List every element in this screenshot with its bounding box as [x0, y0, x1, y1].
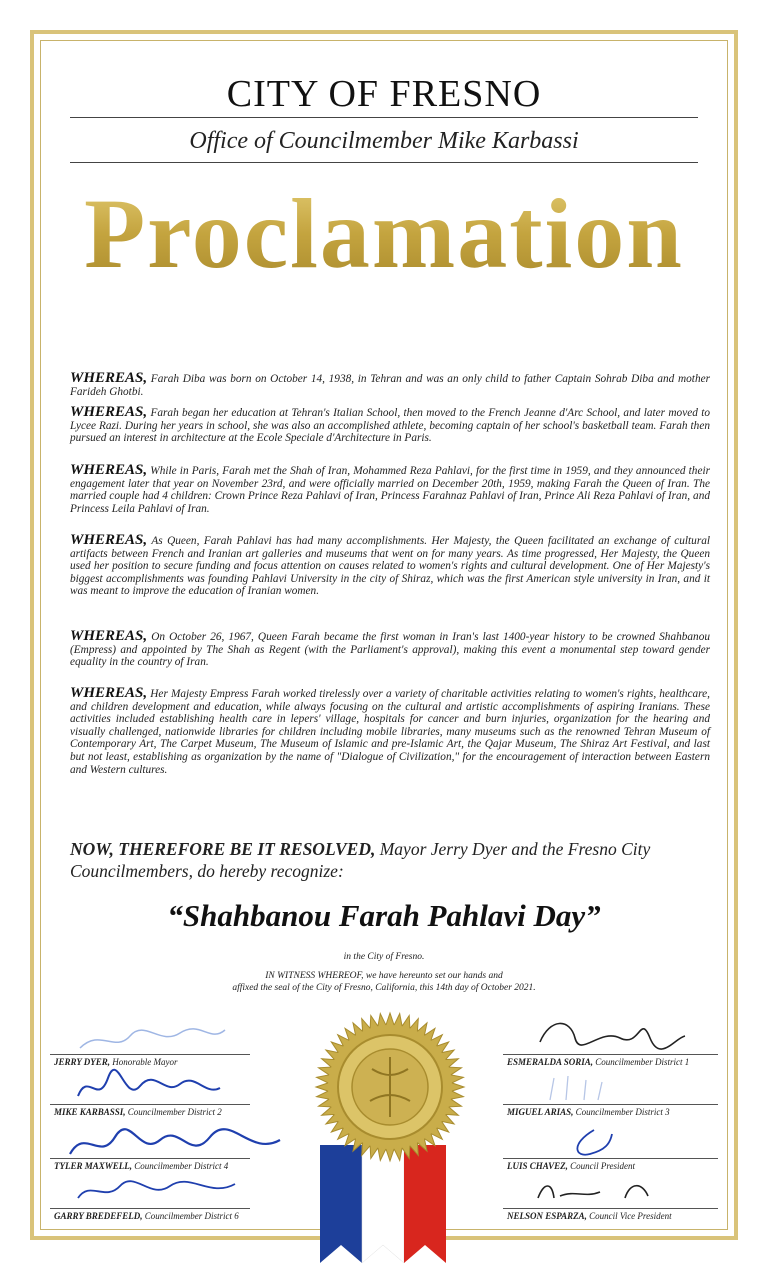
signature-line-district-4: [50, 1158, 250, 1159]
whereas-paragraph-3: WHEREAS, While in Paris, Farah met the Shah of Iran, Mohammed Reza Pahlavi, for the first time in 1959, and they announced their engagement later that year on November 23rd, and were officially married on December 20th, 1959, making Farah the Queen of Iran. The married couple had 4 children: Crown Prince Reza Pahlavi of Iran, Princess Farahnaz Pahlavi of Iran, Prince Ali Reza Pahlavi of Iran, and Princess Leila Pahlavi of Iran.: [70, 462, 710, 515]
signatory-district-2: MIKE KARBASSI, Councilmember District 2: [54, 1107, 222, 1117]
signature-line-mayor: [50, 1054, 250, 1055]
header-rule-top: [70, 117, 698, 118]
proclamation-text: Proclamation: [84, 178, 684, 289]
signatory-district-6: GARRY BREDEFELD, Councilmember District 6: [54, 1211, 239, 1221]
signatory-mayor: JERRY DYER, Honorable Mayor: [54, 1057, 178, 1067]
witness-statement: IN WITNESS WHEREOF, we have hereunto set our hands and affixed the seal of the City of Fresno, California, this 14th day of October 2021.: [232, 971, 536, 993]
signature-line-district-2: [50, 1104, 250, 1105]
resolution-statement: NOW, THEREFORE BE IT RESOLVED, Mayor Jerry Dyer and the Fresno City Councilmembers, do hereby recognize:: [70, 839, 651, 881]
signatory-district-3: MIGUEL ARIAS, Councilmember District 3: [507, 1107, 670, 1117]
signature-icon: [530, 1172, 660, 1206]
in-city-line: in the City of Fresno.: [343, 952, 425, 962]
signatory-president: LUIS CHAVEZ, Council President: [507, 1161, 636, 1171]
signature-icon: [70, 1018, 230, 1058]
signature-line-district-3: [503, 1104, 718, 1105]
whereas-paragraph-2: WHEREAS, Farah began her education at Tehran's Italian School, then moved to the French Jeanne d'Arc School, and later moved to Lycee Razi. During her years in school, she was also an accomplished athlete, becoming captain of her school's basketball team. Farah then pursued an interest in architecture at the Ecole Speciale d'Architecture in Paris.: [70, 404, 710, 445]
signatory-district-1: ESMERALDA SORIA, Councilmember District 1: [507, 1057, 690, 1067]
signature-line-district-6: [50, 1208, 250, 1209]
signature-icon: [540, 1070, 620, 1106]
signature-icon: [530, 1008, 690, 1056]
day-name: “Shahbanou Farah Pahlavi Day”: [167, 898, 601, 933]
whereas-paragraph-1: WHEREAS, Farah Diba was born on October 14, 1938, in Tehran and was an only child to father Captain Sohrab Diba and mother Farideh Ghotbi.: [70, 370, 710, 398]
signature-line-vice-president: [503, 1208, 718, 1209]
proclamation-title: [0, 172, 768, 322]
signature-line-district-1: [503, 1054, 718, 1055]
signatory-vice-president: NELSON ESPARZA, Council Vice President: [507, 1211, 672, 1221]
signature-icon: [70, 1172, 240, 1208]
signatory-district-4: TYLER MAXWELL, Councilmember District 4: [54, 1161, 229, 1171]
signature-icon: [560, 1124, 620, 1160]
whereas-paragraph-5: WHEREAS, On October 26, 1967, Queen Farah became the first woman in Iran's last 1400-year history to be crowned Shahbanou (Empress) and appointed by The Shah as Regent (with the Parliament's approval), making this event a monumental step toward gender equality in the country of Iran.: [70, 628, 710, 669]
gold-seal-icon: [300, 1005, 480, 1265]
office-heading: Office of Councilmember Mike Karbassi: [189, 128, 579, 154]
city-heading: CITY OF FRESNO: [226, 73, 542, 115]
header-rule-bottom: [70, 162, 698, 163]
whereas-paragraph-4: WHEREAS, As Queen, Farah Pahlavi has had many accomplishments. Her Majesty, the Queen facilitated an exchange of cultural artifacts between French and Iranian art galleries and museums that went on for many years. As time progressed, Her Majesty, the Queen used her position to secure funding and focus attention on causes related to women's rights and cultural development. One of Her Majesty's biggest accomplishments was founding Pahlavi University in the city of Shiraz, which was the first American style university in Iran, and it was meant to improve the education of Iranian women.: [70, 532, 711, 598]
whereas-paragraph-6: WHEREAS, Her Majesty Empress Farah worked tirelessly over a variety of charitable activities relating to women's rights, healthcare, and children development and education, while always focusing on the cultural and artistic accomplishments of aspiring Iranians. These activities included establishing health care in lepers' village, hospitals for cancer and burn injuries, organization for the hearing and visually challenged, nationwide libraries for children including mobile libraries, many museums such as the renowned Tehran Museum of Contemporary Art, The Carpet Museum, The Museum of Islamic and pre-Islamic Art, the Qajar Museum, The Shiraz Art Festival, and last but not least, establishing as organization by the name of "Dialogue of Civilization," for the encouragement of interaction between Eastern and Western cultures.: [70, 685, 710, 776]
signature-line-president: [503, 1158, 718, 1159]
